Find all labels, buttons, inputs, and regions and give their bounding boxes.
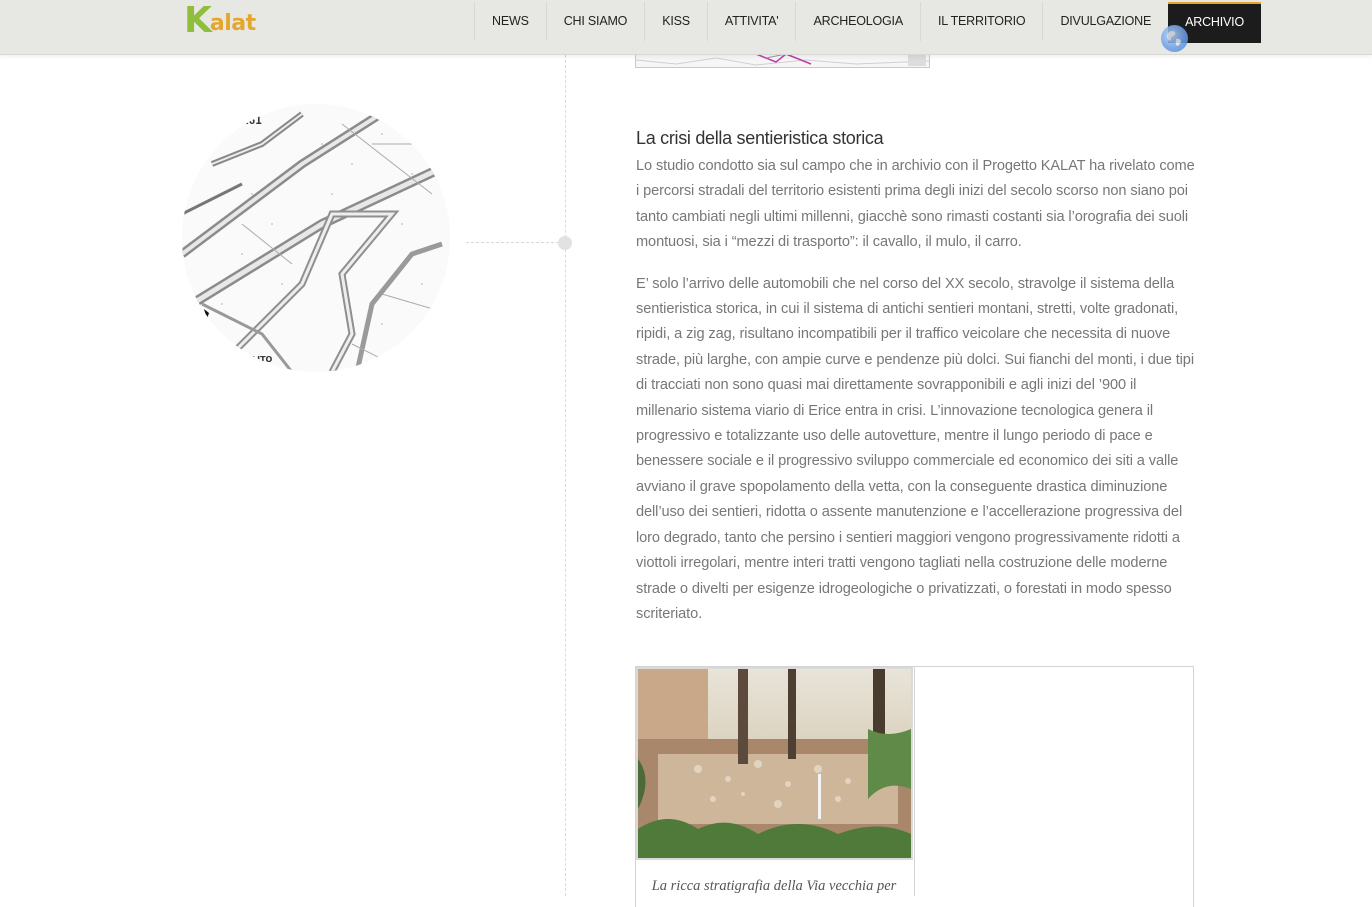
nav-item-divulgazione[interactable]: DIVULGAZIONE [1042, 2, 1168, 41]
article-paragraph-1: Lo studio condotto sia sul campo che in archivio con il Progetto KALAT ha rivelato come i percorsi stradali del territorio esistenti prima degli inizi del secolo scorso non siano poi tanto cambiati negli ultimi millenni, giacchè sono rimasti costanti sia l’orografia dei suoli montuosi, sia i “mezzi di trasporto”: il cavallo, il mulo, il carro. [636, 158, 1195, 251]
nav-item-news[interactable]: NEWS [474, 2, 546, 41]
timeline-line [565, 55, 566, 896]
logo-letter-k: K [184, 0, 210, 41]
figure-divider [914, 667, 915, 896]
map-place-label: LITO [252, 355, 273, 364]
logo-wordmark: alat [209, 11, 256, 36]
article-section [636, 126, 1196, 643]
nav-item-chi-siamo[interactable]: CHI SIAMO [546, 2, 644, 41]
timeline-node [558, 236, 572, 250]
nav-item-attivita[interactable]: ATTIVITA' [707, 2, 796, 41]
kalat-logo[interactable] [184, 0, 256, 41]
nav-item-il-territorio[interactable]: IL TERRITORIO [920, 2, 1042, 41]
nav-item-kiss[interactable]: KISS [644, 2, 707, 41]
article-title: La crisi della sentieristica storica [636, 128, 884, 148]
nav-item-archivio[interactable]: ARCHIVIO [1168, 2, 1261, 43]
main-menu [474, 2, 1261, 41]
figure-caption: La ricca stratigrafia della Via vecchia per [651, 878, 897, 894]
timeline-map-thumbnail[interactable] [182, 104, 450, 372]
nav-item-archeologia[interactable]: ARCHEOLOGIA [795, 2, 920, 41]
timeline-connector [466, 242, 564, 243]
article-paragraph-2: E’ solo l’arrivo delle automobili che nel corso del XX secolo, stravolge il sistema della sentieristica storica, in cui il sistema di antichi sentieri montani, stretti, volte gradonati, ripidi, a zig zag, risultano incompatibili per il traffico veicolare che necessita di nuove strade, più larghe, con ampie curve e pendenze più dolci. Sui fianchi del monti, i due tipi di tracciati non sono quasi mai direttamente sovrapponibili e agli inizi del ’900 il millenario sistema viario di Erice entra in crisi. L’innovazione tecnologica genera il progressivo e totalizzante uso delle autovetture, mentre il lungo periodo di pace e benessere sociale e il progressivo sviluppo commerciale ed economico dei siti a valle avviano il grave spopolamento della vetta, con la conseguente drastica diminuzione dell’uso dei sentieri, ridotta o assente manutenzione e l’accellerazione progressiva del loro degrado, tanto che persino i sentieri maggiori vengono progressivamente ridotti a viottoli irregolari, mentre interi tratti vengono tagliati nella costruzione delle moderne strade o divelti per esigenze idrogeologiche o privatizzati, o forestati in modo spesso scriteriato. [636, 275, 1194, 622]
stratigraphy-photo[interactable] [636, 667, 913, 860]
globe-icon[interactable] [1161, 25, 1188, 52]
map-number-label: 161 [242, 114, 262, 127]
